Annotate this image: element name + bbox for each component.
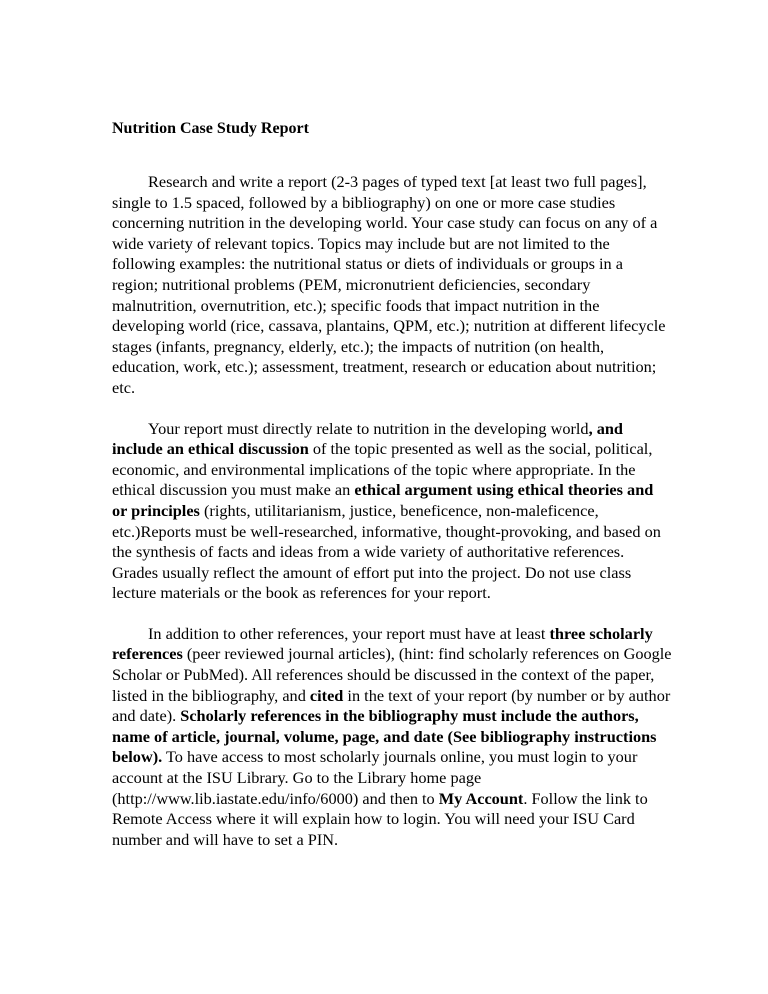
- paragraph-3-text: To have access to most scholarly journals online, you must login to your account at the ISU Library. Go to the Library home page (http://www.lib.iastate.edu/info/6000) and then to: [112, 747, 638, 808]
- paragraph-1: [112, 172, 672, 399]
- paragraph-1-text: Research and write a report (2-3 pages of typed text [at least two full pages], single to 1.5 spaced, followed by a bibliography) on one or more case studies concerning nutrition in the developing world. Your case study can focus on any of a wide variety of relevant topics. Topics may include but are not limited to the following examples: the nutritional status or diets of individuals or groups in a region; nutritional problems (PEM, micronutrient deficiencies, secondary malnutrition, overnutrition, etc.); specific foods that impact nutrition in the developing world (rice, cassava, plantains, QPM, etc.); nutrition at different lifecycle stages (infants, pregnancy, elderly, etc.); the impacts of nutrition (on health, education, work, etc.); assessment, treatment, research or education about nutrition; etc.: [112, 172, 666, 397]
- paragraph-2-emphasis-ethical-discussion: , and include an ethical discussion: [112, 418, 623, 459]
- paragraph-3-text: . Follow the link to Remote Access where it will explain how to login. You will need your ISU Card number and will have to set a PIN.: [112, 788, 648, 849]
- document-title: Nutrition Case Study Report: [112, 120, 309, 137]
- paragraph-2-emphasis-ethical-argument: ethical argument using ethical theories and or principles: [112, 480, 654, 520]
- paragraph-3-text: in the text of your report (by number or by author and date).: [112, 685, 671, 726]
- paragraph-2-text: (rights, utilitarianism, justice, beneficence, non-maleficence, etc.)Reports must be well-researched, informative, thought-provoking, and based on the synthesis of facts and ideas from a wide variety of authoritative references. Grades usually reflect the amount of effort put into the project. Do not use class lecture materials or the book as references for your report.: [112, 500, 661, 603]
- paragraph-3-emphasis-my-account: My Account: [438, 788, 524, 808]
- paragraph-3: [112, 624, 672, 851]
- paragraph-3-emphasis-cited: cited: [309, 685, 344, 705]
- paragraph-2-text: Your report must directly relate to nutrition in the developing world: [148, 418, 589, 438]
- paragraph-2-text: of the topic presented as well as the social, political, economic, and environmental implications of the topic where appropriate. In the ethical discussion you must make an: [112, 439, 653, 500]
- paragraph-3-emphasis-bibliography: Scholarly references in the bibliography must include the authors, name of article, journal, volume, page, and date (See bibliography instructions below).: [112, 706, 657, 767]
- paragraph-3-text: In addition to other references, your report must have at least: [148, 623, 550, 643]
- paragraph-2: [112, 419, 672, 604]
- paragraph-3-text: (peer reviewed journal articles), (hint: find scholarly references on Google Scholar or PubMed). All references should be discussed in the context of the paper, listed in the bibliography, and: [112, 644, 672, 705]
- paragraph-3-emphasis-three-scholarly: three scholarly references: [112, 623, 653, 664]
